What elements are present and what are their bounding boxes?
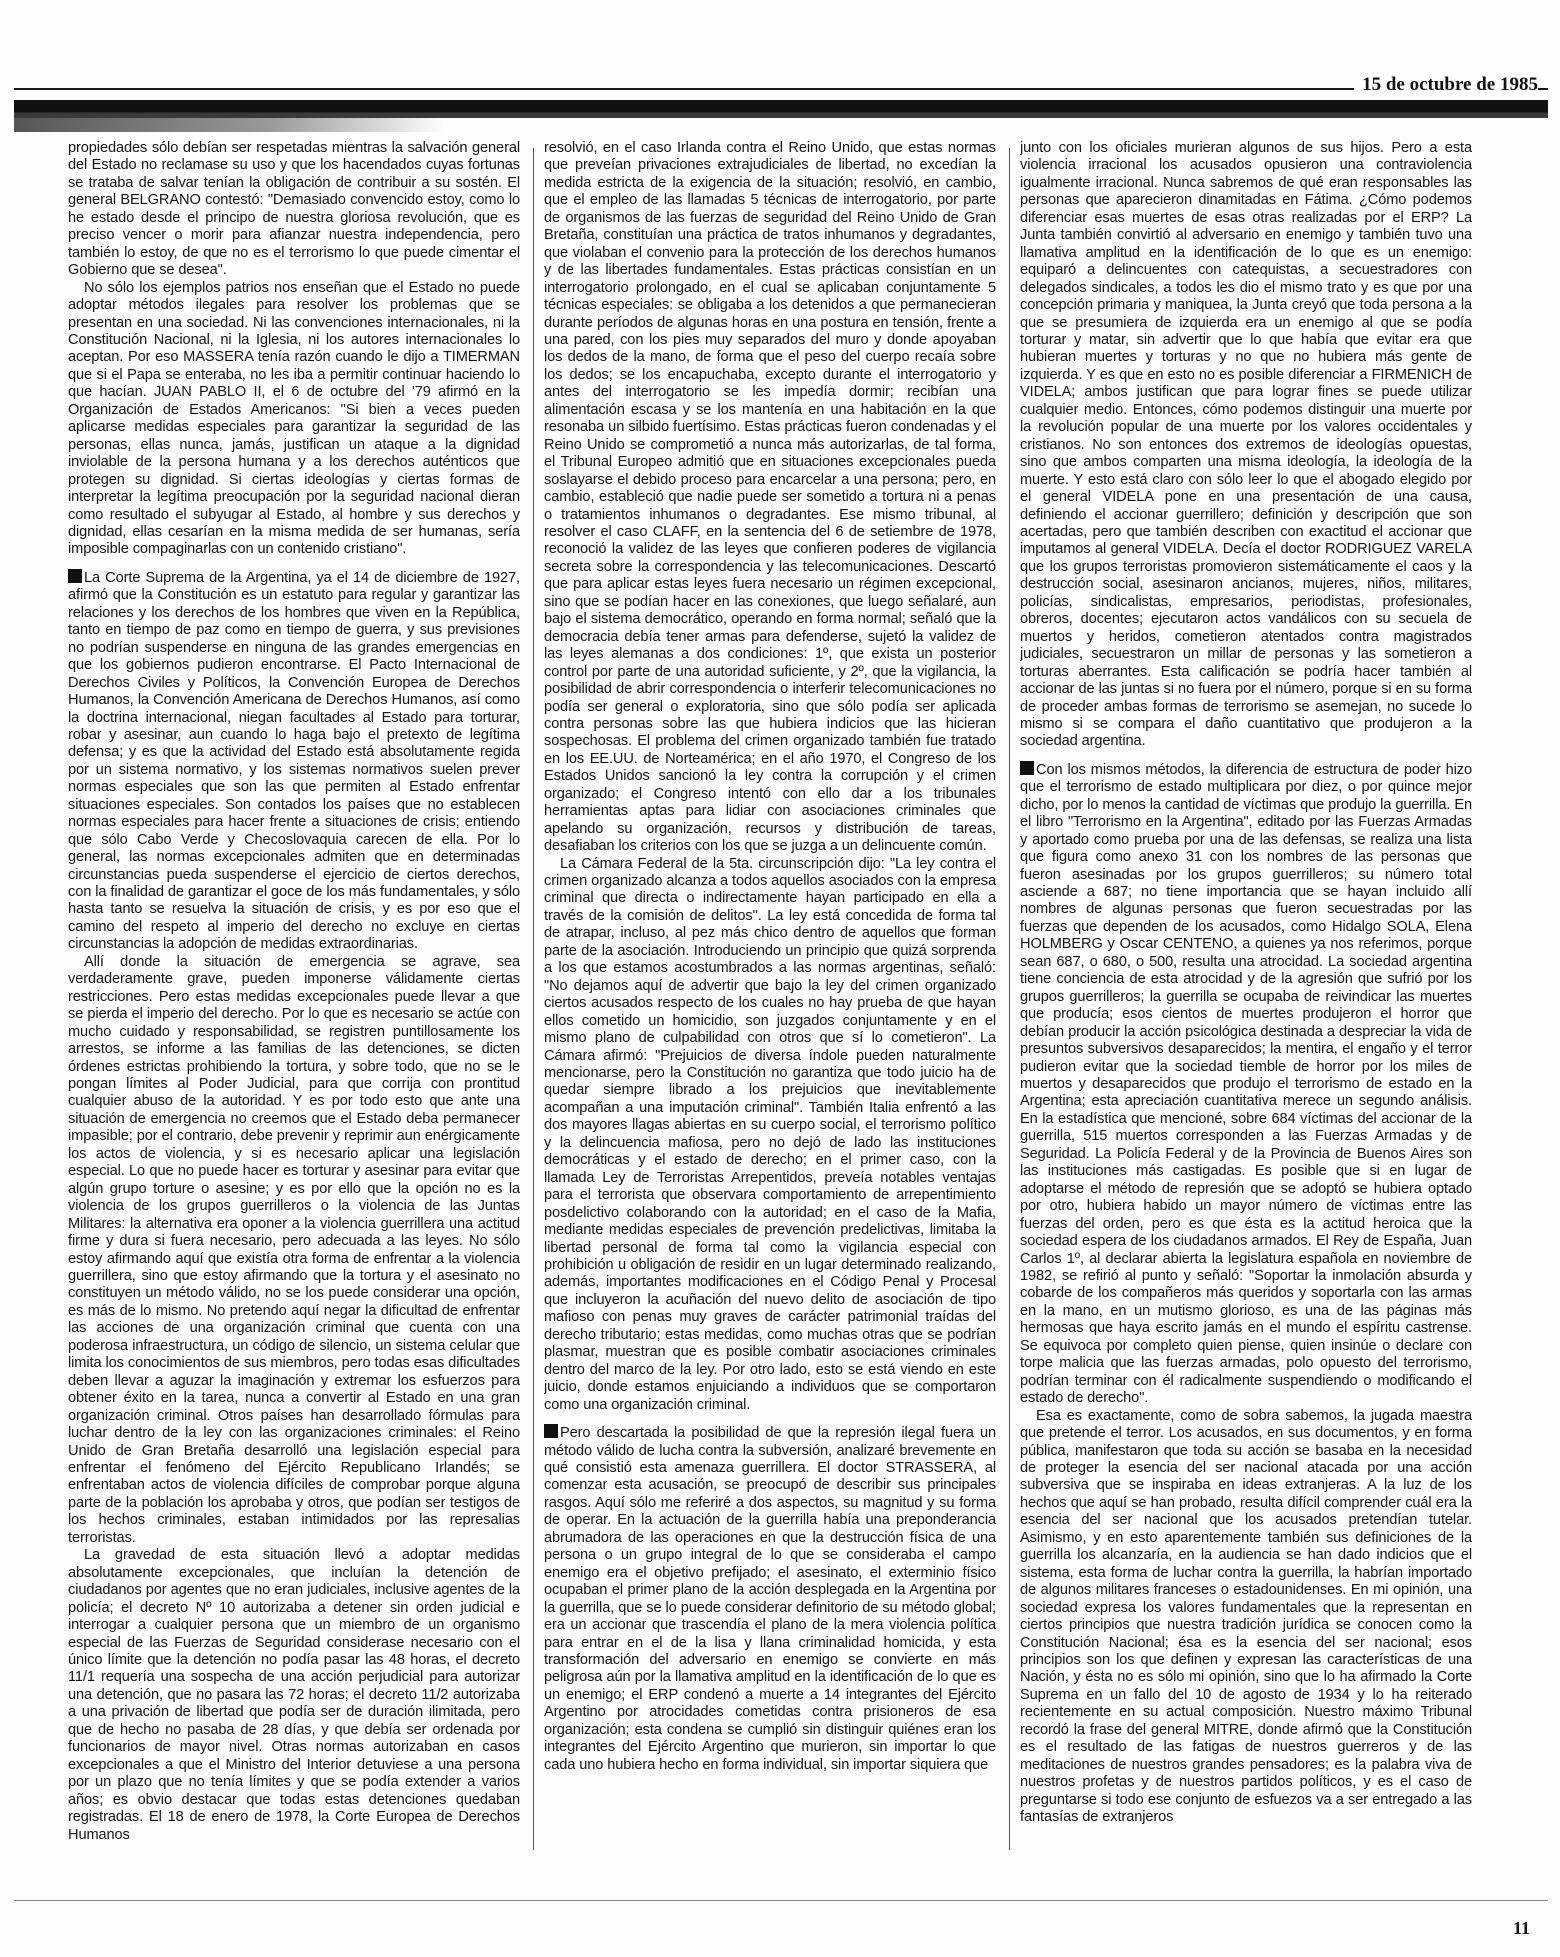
- article-paragraph: [68, 954, 520, 1547]
- bottom-rule: [14, 1900, 1548, 1901]
- page-number: 11: [1512, 1918, 1530, 1938]
- article-paragraph: [544, 140, 996, 856]
- article-paragraph: [544, 856, 996, 1415]
- article-paragraph: [1020, 1408, 1472, 1827]
- paragraph-text: Con los mismos métodos, la diferencia de estructura de poder hizo que el terrorismo de estado multiplicara por diez, o por quince mejor dicho, por lo menos la cantidad de víctimas que produjo la guerrilla. En el libro "Terrorismo en la Argentina", editado por las Fuerzas Armadas y aportado como prueba por una de las defensas, se realiza una lista que figura como anexo 31 con los nombres de las personas que fueron asesinadas por los grupos guerrilleros; su número total asciende a 687; no tiene importancia que se hayan incluido allí nombres de algunas personas que fueron secuestradas por las fuerzas que dependen de los acusados, como Hidalgo SOLA, Elena HOLMBERG y Oscar CENTENO, a quienes ya nos referimos, porque sean 687, o 680, o 500, resulta una atrocidad. La sociedad argentina tiene conciencia de esta atrocidad y de la agresión que sufrió por los grupos guerrilleros; la guerrilla se ocupaba de reivindicar las muertes que producía; esos cientos de muertes produjeron el horror que debían producir la acción psicológica destinada a despreciar la vida de presuntos subversivos desaparecidos; la mentira, el engaño y el terror pudieron evitar que la sociedad tiemble de horror por los miles de muertos y desaparecidos que produjo el terrorismo de estado en la Argentina; esta apreciación cuantitativa merece un segundo análisis. En la estadística que mencioné, sobre 684 víctimas del accionar de la guerrilla, 515 muertos corresponden a las Fuerzas Armadas y de Seguridad. La Policía Federal y de la Provincia de Buenos Aires son las instituciones más castigadas. Es posible que si en lugar de adoptarse el método de represión que se adoptó se hubiera optado por otro, hubiera habido un mayor número de víctimas entre las fuerzas del orden, pero es que ésta es la actitud heroica que la sociedad espera de los ciudadanos armados. El Rey de España, Juan Carlos 1º, al declarar abierta la legislatura española en noviembre de 1982, se refirió al punto y señaló: "Soportar la inmolación absurda y cobarde de los compañeros más queridos y soportarla con las armas en la mano, en un mutismo glorioso, es una de las páginas más hermosas que haya escrito jamás en el mundo el espíritu castrense. Se equivoca por completo quien piense, quien insinúe o declare con torpe malicia que las fuerzas armadas, polo opuesto del terrorismo, podrían terminar con él radicalmente suspendiendo o modificando el estado de derecho".: [1020, 761, 1472, 1407]
- header-band: [14, 100, 1548, 118]
- article-paragraph: [68, 280, 520, 559]
- paragraph-text: resolvió, en el caso Irlanda contra el Reino Unido, que estas normas que preveían privaciones extrajudiciales de libertad, no excedían la medida estricta de la exigencia de la situación; resolvió, en cambio, que el empleo de las llamadas 5 técnicas de interrogatorio, por parte de organismos de las fuerzas de seguridad del Reino Unido de Gran Bretaña, constituían una práctica de tratos inhumanos y degradantes, que violaban el convenio para la protección de los derechos humanos y de las libertades fundamentales. Estas prácticas consistían en un interrogatorio prolongado, en el cual se aplicaban conjuntamente 5 técnicas especiales: se obligaba a los detenidos a que permanecieran durante períodos de algunas horas en una postura en tensión, frente a una pared, con los pies muy separados del muro y donde apoyaban los dedos de la mano, de forma que el peso del cuerpo recaía sobre los dedos; se los encapuchaba, excepto durante el interrogatorio y antes del interrogatorio se les impedía dormir; recibían una alimentación escasa y se los mantenía en una habitación en la que resonaba un silbido fuertísimo. Estas prácticas fueron condenadas y el Reino Unido se comprometió a nunca más autorizarlas, de tal forma, el Tribunal Europeo admitió que en situaciones excepcionales pueda soslayarse el debido proceso para encarcelar a una persona; pero, en cambio, estableció que nadie puede ser sometido a tortura ni a penas o tratamientos inhumanos o degradantes. Ese mismo tribunal, al resolver el caso CLAFF, en la sentencia del 6 de setiembre de 1978, reconoció la validez de las leyes que confieren poderes de vigilancia secreta sobre la correspondencia y las telecomunicaciones. Descartó que para aplicar estas leyes fuera necesario un régimen excepcional, sino que se podían hacer en las conexiones, que luego señalaré, aun bajo el sistema democrático, operando en forma normal; señaló que la democracia debía tener armas para defenderse, sujetó la validez de las leyes alemanas a dos condiciones: 1º, que exista un posterior control por parte de una autoridad suficiente, y 2º, que la vigilancia, la posibilidad de abrir correspondencia o interferir telecomunicaciones no podía ser general o exploratoria, sino que sólo podía ser aplicada contra personas sobre las que hubiera indicios que las hicieran sospechosas. El problema del crimen organizado también fue tratado en los EE.UU. de Norteamérica; en el año 1970, el Congreso de los Estados Unidos sancionó la ley contra la corrupción y el crimen organizado; el Congreso intentó con ello dar a los tribunales herramientas aptas para lidiar con asociaciones criminales que apelando su organización, recursos y distribución de tareas, desafiaban los criterios con los que se juzga a un delincuente común.: [544, 140, 996, 855]
- section-paragraph: [1020, 761, 1472, 1408]
- paragraph-text: La Corte Suprema de la Argentina, ya el 14 de diciembre de 1927, afirmó que la Constitución es un estatuto para regular y garantizar las relaciones y los derechos de los hombres que viven en la República, tanto en tiempo de paz como en tiempo de guerra, y sus previsiones no podrían suspenderse en ninguna de las grandes emergencias en que los gobiernos pudieron encontrarse. El Pacto Internacional de Derechos Civiles y Políticos, la Convención Europea de Derechos Humanos, la Convención Americana de Derechos Humanos, así como la doctrina internacional, niegan facultades al Estado para torturar, robar y asesinar, aun cuando lo haga bajo el pretexto de legítima defensa; y es que la actividad del Estado está absolutamente regida por un sistema normativo, y los sistemas normativos suelen prever normas especiales que son las que permiten al Estado enfrentar situaciones especiales. Son contados los países que no establecen normas especiales para hacer frente a situaciones de crisis; entiendo que sólo Cabo Verde y Checoslovaquia carecen de ella. Por lo general, las normas excepcionales admiten que en determinadas circunstancias pueda suspenderse el ejercicio de ciertos derechos, con la finalidad de garantizar el goce de los más fundamentales, y sólo hasta tanto se resuelva la situación de crisis, y es por eso que el camino del respeto al imperio del derecho no excluye en ciertas circunstancias la adopción de medidas extraordinarias.: [68, 569, 520, 953]
- paragraph-text: La Cámara Federal de la 5ta. circunscripción dijo: "La ley contra el crimen organizado alcanza a todos aquellos asociados con la empresa criminal que directa o indirectamente hayan participado en ella a través de la comisión de delitos". La ley está concedida de forma tal de atrapar, incluso, al pez más chico dentro de aquellos que forman parte de la asociación. Introduciendo un principio que quizá sorprenda a los que estamos acostumbrados a las normas argentinas, señaló: "No dejamos aquí de advertir que bajo la ley del crimen organizado ciertos acusados respecto de los cuales no hay prueba de que hayan ellos cometido un homicidio, son juzgados conjuntamente y en el mismo plano de culpabilidad con otros que sí lo cometieron". La Cámara afirmó: "Prejuicios de diversa índole pueden naturalmente mencionarse, pero la Constitución no garantiza que todo juicio ha de quedar siempre librado a los prejuicios que inevitablemente acompañan a una imputación criminal". También Italia enfrentó a las dos mayores llagas abiertas en su cuerpo social, el terrorismo político y la delincuencia mafiosa, pero no dejó de lado las instituciones democráticas y el estado de derecho; en el primer caso, con la llamada Ley de Terroristas Arrepentidos, preveía notables ventajas para el terrorista que observara comportamiento de arrepentimiento posdelictivo colaborando con la autoridad; en el caso de la Mafia, mediante medidas especiales de prevención predelictivas, limitaba la libertad personal de forma tal como la vigilancia especial con prohibición u obligación de residir en un lugar determinado realizando, además, importantes modificaciones en el Código Penal y Procesal que incluyeron la acuñación del nuevo delito de asociación de tipo mafioso con penas muy graves de carácter patrimonial traídas del derecho tributario; estas medidas, como muchas otras que se podrían plasmar, muestran que es posible combatir asociaciones criminales dentro del marco de la ley. Por otro lado, esto se está viendo en este juicio, donde estamos enjuiciando a individuos que se comportaron como una organización criminal.: [544, 855, 996, 1413]
- column-3: [1020, 140, 1472, 1860]
- paragraph-text: junto con los oficiales murieran algunos de sus hijos. Pero a esta violencia irracional los acusados opusieron una contraviolencia igualmente irracional. Nunca sabremos de qué eran responsables las personas que aparecieron dinamitadas en Fátima. ¿Cómo podemos diferenciar esas muertes de esas otras realizadas por el ERP? La Junta también convirtió al adversario en enemigo y también tuvo una llamativa amplitud en la identificación de lo que es un enemigo: equiparó a delincuentes con catequistas, a secuestradores con delegados sindicales, a todos les dio el mismo trato y es que por una concepción primaria y maniquea, la Junta creyó que toda persona a la que se presumiera de izquierda era un enemigo al que se podía torturar y matar, sin advertir que lo que había que evitar era que hubieran muertes y torturas y no que no hubiera más gente de izquierda. Y es que en esto no es posible diferenciar a FIRMENICH de VIDELA; ambos justifican que para lograr fines se puede utilizar cualquier medio. Entonces, cómo podemos distinguir una muerte por la revolución popular de una muerte por los valores occidentales y cristianos. No son entonces dos extremos de ideologías opuestas, sino que ambos comparten una misma ideología, la ideología de la muerte. Y esto está claro con sólo leer lo que el abogado elegido por el general VIDELA pone en una presentación de una causa, definiendo el accionar guerrillero; definición y descripción que son acertadas, pero que también describen con exactitud el accionar que imputamos al general VIDELA. Decía el doctor RODRIGUEZ VARELA que los grupos terroristas promovieron sistemáticamente el caos y la destrucción social, asesinaron ancianos, mujeres, niños, militares, policías, sindicalistas, empresarios, periodistas, profesionales, obreros, docentes; ejecutaron actos vandálicos con su secuela de muertos y heridos, cometieron atentados contra magistrados judiciales, secuestraron un millar de personas y las sometieron a torturas aberrantes. Esta calificación se podría hacer también al accionar de las juntas si no fuera por el número, porque si en su forma de proceder ambas formas de terrorismo se asemejan, no sucede lo mismo si se compara el daño cuantitativo que produjeron a la sociedad argentina.: [1020, 140, 1472, 750]
- column-2: [544, 140, 996, 1860]
- section-marker: [68, 569, 82, 583]
- paragraph-text: La gravedad de esta situación llevó a adoptar medidas absolutamente excepcionales, que incluían la detención de ciudadanos por agentes que no eran judiciales, inclusive agentes de la policía; el decreto Nº 10 autorizaba a detener sin orden judicial e interrogar a cualquier persona que un miembro de un organismo especial de las Fuerzas de Seguridad considerase necesario con el único límite que la detención no podía pasar las 48 horas, el decreto 11/1 requería una sospecha de una acción perjudicial para autorizar una detención, que no pasara las 72 horas; el decreto 11/2 autorizaba a una privación de libertad que podía ser de duración ilimitada, pero que de hecho no pasaba de 28 días, y que debía ser ordenada por funcionarios de mayor nivel. Otras normas autorizaban en casos excepcionales a que el Ministro del Interior detuviese a una persona por un plazo que no tenía límites y que se podía extender a varios años; es obvio destacar que todas estas detenciones quedaban registradas. El 18 de enero de 1978, la Corte Europea de Derechos Humanos: [68, 1547, 520, 1843]
- article-paragraph: [1020, 140, 1472, 751]
- section-paragraph: [68, 569, 520, 954]
- issue-date: 15 de octubre de 1985: [1354, 74, 1538, 96]
- section-paragraph: [544, 1424, 996, 1774]
- paragraph-text: propiedades sólo debían ser respetadas mientras la salvación general del Estado no reclamase su uso y que los hacendados cuyas fortunas se trataba de salvar tenían la obligación de contribuir a su sostén. El general BELGRANO contestó: "Demasiado convencido estoy, como lo he estado desde el principo de nuestra gloriosa revolución, que es preciso vencer o morir para afianzar nuestra independencia, pero también lo estoy, de que no es el terrorismo lo que puede cimentar el Gobierno que se desea".: [68, 140, 520, 279]
- paragraph-text: Esa es exactamente, como de sobra sabemos, la jugada maestra que pretende el terror. Los acusados, en sus documentos, y en forma pública, manifestaron que toda su acción se basaba en la necesidad de proteger la esencia del ser nacional atacada por una acción subversiva que se inspiraba en ideas extranjeras. A la luz de los hechos que aquí se han probado, resulta difícil comprender cuál era la esencia del ser nacional que los acusados pretendían tutelar. Asimismo, y en esto aparentemente también sus definiciones de la guerrilla los alcanzaría, en la audiencia se han dado indicios que el sistema, esta forma de luchar contra la guerrilla, la habrían importado de algunos militares franceses o estadounidenses. En mi opinión, una sociedad expresa los valores fundamentales que la representan en ciertos principios que nuestra tradición jurídica se conocen como la Constitución Nacional; ésa es la esencia del ser nacional; esos principios son los que definen y expresan las características de una Nación, y ésta no es sólo mi opinión, sino que lo ha afirmado la Corte Suprema en un fallo del 10 de agosto de 1934 y lo ha reiterado recientemente en su actual composición. Nuestro máximo Tribunal recordó la frase del general MITRE, donde afirmó que la Constitución es el resultado de las fatigas de nuestros guerreros y de las meditaciones de nuestros grandes pensadores; es la palabra viva de nuestros profetas y de nuestros partidos políticos, y es el caso de preguntarse si todo ese conjunto de esfuezos va a ser entregado a las fantasías de extranjeros: [1020, 1407, 1472, 1826]
- column-1: [68, 140, 520, 1860]
- paragraph-text: Pero descartada la posibilidad de que la represión ilegal fuera un método válido de lucha contra la subversión, analizaré brevemente en qué consistió esta amenaza guerrillera. El doctor STRASSERA, al comenzar esta acusación, se preocupó de describir sus principales rasgos. Aquí sólo me referiré a dos aspectos, su magnitud y su forma de operar. En la actuación de la guerrilla había una preponderancia abrumadora de las operaciones en que la destrucción física de una persona o un grupo integral de lo que se consideraba el campo enemigo era el objetivo prefijado; el asesinato, el exterminio físico ocupaban el primer plano de la acción desplegada en la Argentina por la guerrilla, que se lo puede considerar definitorio de su método global; era un accionar que trascendía el plano de la mera violencia política para entrar en el de la lisa y llana criminalidad homicida, y esta transformación del adversario en enemigo se convierte en más peligrosa aún por la llamativa amplitud en la identificación de lo que es un enemigo; el ERP condenó a muerte a 14 integrantes del Ejército Argentino por atrocidades cometidas contra prisioneros de esa organización; esta condena se cumplió sin distinguir quiénes eran los integrantes del Ejército Argentino que murieron, sin importar lo que cada uno hubiera hecho en forma individual, sin importar siquiera que: [544, 1425, 996, 1773]
- section-marker: [544, 1424, 558, 1438]
- article-paragraph: [68, 1547, 520, 1844]
- section-marker: [1020, 761, 1034, 775]
- article-paragraph: [68, 140, 520, 280]
- paragraph-text: Allí donde la situación de emergencia se agrave, sea verdaderamente grave, pueden imponerse válidamente ciertas restricciones. Pero estas medidas excepcionales puede llevar a que se pierda el imperio del derecho. Por lo que es necesario se actúe con mucho cuidado y responsabilidad, se registren puntillosamente los arrestos, se informe a las familias de las detenciones, se dicten órdenes estrictas prohibiendo la tortura, y sobre todo, que no se le pongan límites al Poder Judicial, para que corrija con prontitud cualquier abuso de la autoridad. Y es por todo esto que ante una situación de emergencia no creemos que el Estado deba permanecer impasible; por el contrario, debe prevenir y reprimir aun enérgicamente los actos de violencia, y si es necesario aplicar una legislación especial. Lo que no puede hacer es torturar y asesinar para evitar que algún grupo torture o asesine; y es por ello que la opción no es la violencia de los grupos guerrilleros o la violencia de las Juntas Militares: la alternativa era oponer a la violencia guerrillera una actitud firme y dura si fuera necesario, pero adecuada a las leyes. No sólo estoy afirmando aquí que existía otra forma de enfrentar a la violencia guerrillera, sino que estoy afirmando que la tortura y el asesinato no constituyen un método válido, no se los puede considerar una opción, es más de lo mismo. No pretendo aquí negar la dificultad de enfrentar las acciones de una organización criminal que cuenta con una poderosa infraestructura, un código de silencio, un sistema celular que limita los conocimientos de sus miembros, pero todas esas dificultades deben llevar a aguzar la imaginación y extremar los esfuerzos para obtener éxito en la tarea, nunca a convertir al Estado en una gran organización criminal. Otros países han desarrollado fórmulas para luchar dentro de la ley con las organizaciones criminales: el Reino Unido de Gran Bretaña desarrolló una legislación especial para enfrentar el fenómeno del Ejército Republicano Irlandés; se enfrentaban actos de violencia difíciles de comprobar porque alguna parte de la población los aprobaba y otros, que podían ser testigos de los hechos criminales, estaban intimidados por las represalias terroristas.: [68, 953, 520, 1546]
- article-columns: [68, 140, 1492, 1860]
- top-rule: [14, 88, 1548, 90]
- header-shade: [14, 118, 444, 132]
- paragraph-text: No sólo los ejemplos patrios nos enseñan que el Estado no puede adoptar métodos ilegales para resolver los problemas que se presentan en una sociedad. Ni las convenciones internacionales, ni la Constitución Nacional, ni la Iglesia, ni los autores internacionales lo aceptan. Por eso MASSERA tenía razón cuando le dijo a TIMERMAN que si el Papa se enteraba, no les iba a permitir continuar haciendo lo que hacían. JUAN PABLO II, el 6 de octubre del '79 afirmó en la Organización de Estados Americanos: "Si bien a veces pueden aplicarse medidas especiales para garantizar la seguridad de las personas, ellas nunca, jamás, justifican un ataque a la dignidad inviolable de la persona humana y a los derechos auténticos que protegen su dignidad. Si ciertas ideologías y ciertas formas de interpretar la legítima preocupación por la seguridad nacional dieran como resultado el subyugar al Estado, al hombre y sus derechos y dignidad, ellas cesarían en la misma medida de ser humanas, sería imposible compaginarlas con un contenido cristiano".: [68, 279, 520, 558]
